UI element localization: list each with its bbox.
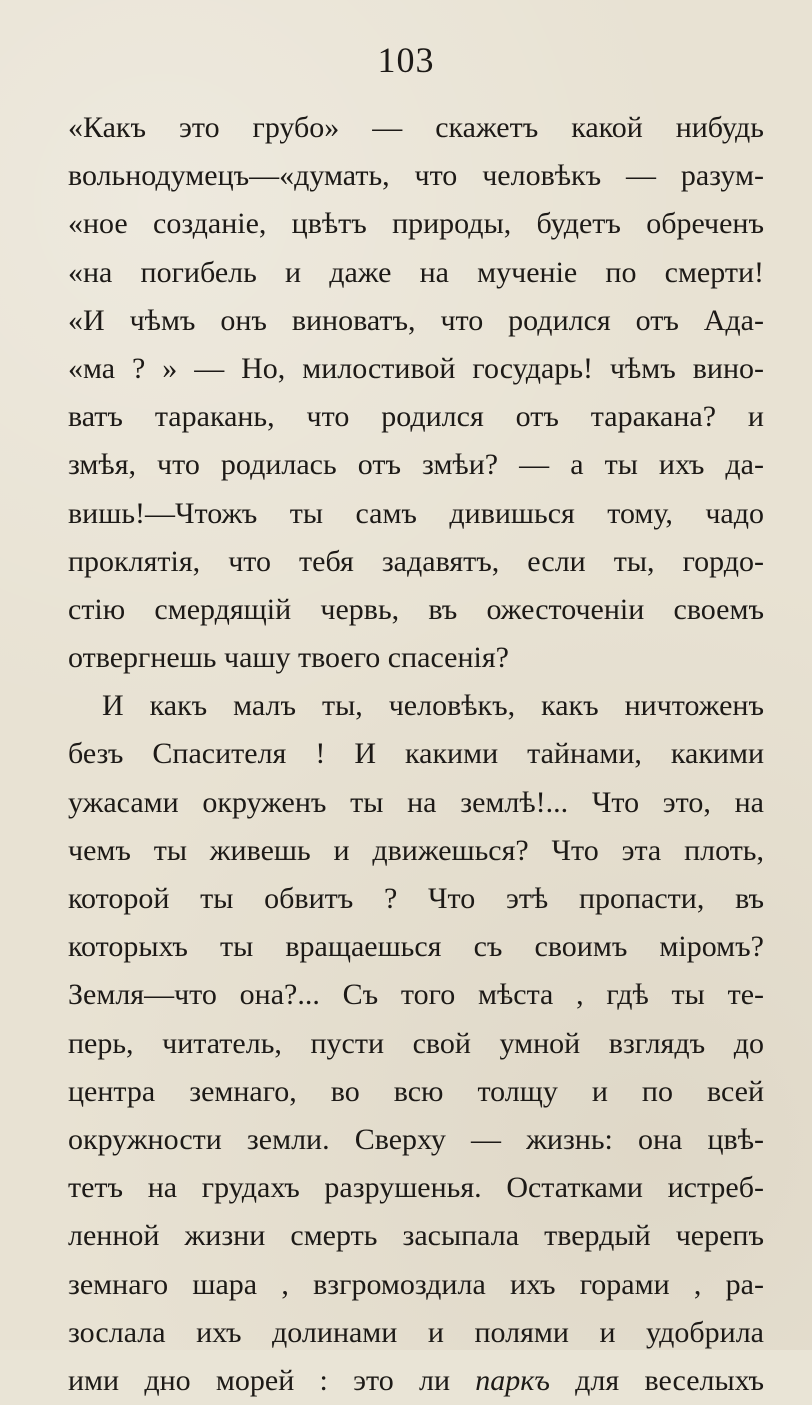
text-line: которыхъ ты вращаешься съ своимъ міромъ? [68,930,764,964]
text-line: вишь!—Чтожъ ты самъ дивишься тому, чадо [68,496,764,530]
text-line: И какъ малъ ты, человѣкъ, какъ ничтоженъ [102,689,764,723]
text-line: окружности земли. Сверху — жизнь: она цвѣ- [68,1122,764,1156]
text-line: «ма ? » — Но, милостивой государь! чѣмъ вино- [68,351,764,385]
text-line: ужасами окруженъ ты на землѣ!... Что это, на [68,785,764,819]
text-line: зослала ихъ долинами и полями и удобрила [68,1315,764,1349]
text-segment: для веселыхъ [575,1363,764,1397]
text-line: ленной жизни смерть засыпала твердый черепъ [68,1219,764,1253]
text-line-final [68,1357,764,1405]
text-line: «на погибель и даже на мученіе по смерти! [68,255,764,289]
text-segment: ими дно морей : это ли [68,1363,451,1397]
text-line: «ное созданіе, цвѣтъ природы, будетъ обреченъ [68,207,764,241]
text-line: земнаго шара , взгромоздила ихъ горами , ра- [68,1267,764,1301]
text-line: безъ Спасителя ! И какими тайнами, какими [68,737,764,771]
text-line: Земля—что она?... Съ того мѣста , гдѣ ты те- [68,978,764,1012]
page-number: 103 [377,40,435,80]
text-line: ватъ таракань, что родился отъ таракана? и [68,400,764,434]
text-line: «Какъ это грубо» — скажетъ какой нибудь [68,111,764,144]
body-text [68,104,764,1405]
text-line: вольнодумецъ—«думать, что человѣкъ — разум- [68,159,764,193]
text-line: которой ты обвитъ ? Что этѣ пропасти, въ [68,882,764,915]
text-line: перь, читатель, пусти свой умной взглядъ до [68,1026,764,1060]
text-line: тетъ на грудахъ разрушенья. Остатками истреб- [68,1171,764,1205]
text-line: «И чѣмъ онъ виноватъ, что родился отъ Ада- [68,303,764,337]
text-line: стію смердящій червь, въ ожесточеніи своемъ [68,592,764,626]
text-line: проклятія, что тебя задавятъ, если ты, гордо- [68,544,764,578]
text-line: центра земнаго, во всю толщу и по всей [68,1074,764,1108]
text-line: отвергнешь чашу твоего спасенія? [68,641,509,675]
italic-word: паркъ [475,1363,550,1397]
text-line: чемъ ты живешь и движешься? Что эта плоть, [68,833,764,867]
text-line: змѣя, что родилась отъ змѣи? — а ты ихъ да- [68,448,764,482]
